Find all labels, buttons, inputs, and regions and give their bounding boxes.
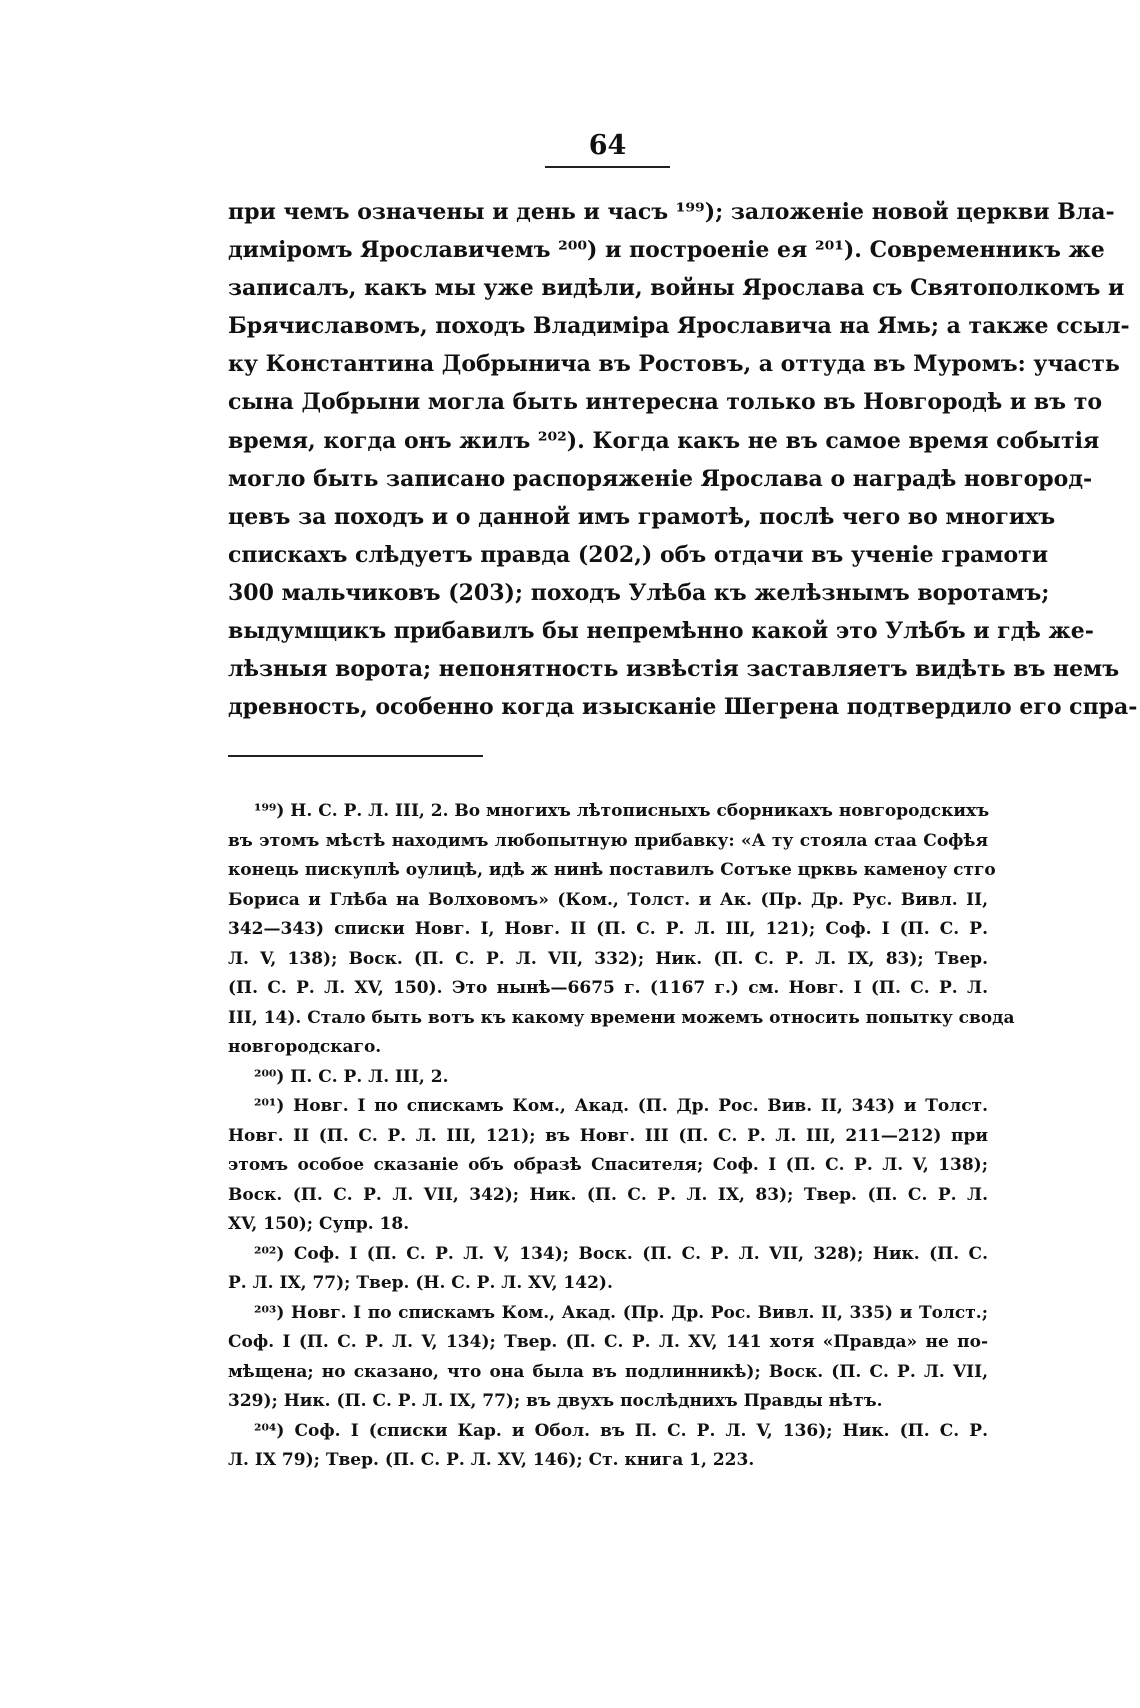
page-number: 64 (588, 130, 627, 161)
footnote-201-line: Новг. II (П. С. Р. Л. III, 121); въ Новг. III (П. С. Р. Л. III, 211—212) при (228, 1125, 988, 1146)
main-text-line: цевъ за походъ и о данной имъ грамотѣ, послѣ чего во многихъ (228, 503, 1056, 530)
footnote-204-line: ²⁰⁴) Соф. I (списки Кар. и Обол. въ П. С. Р. Л. V, 136); Ник. (П. С. Р. (254, 1420, 988, 1441)
main-text-line: могло быть записано распоряженіе Ярослава о наградѣ новгород- (228, 465, 1093, 492)
footnote-203-line: Соф. I (П. С. Р. Л. V, 134); Твер. (П. С. Р. Л. XV, 141 хотя «Правда» не по- (228, 1332, 988, 1352)
footnote-201-line: этомъ особое сказаніе объ образѣ Спасителя; Соф. I (П. С. Р. Л. V, 138); (228, 1155, 988, 1175)
footnote-199-line: Л. V, 138); Воск. (П. С. Р. Л. VII, 332); Ник. (П. С. Р. Л. IX, 83); Твер. (228, 948, 988, 969)
footnote-199-line: ¹⁹⁹) Н. С. Р. Л. III, 2. Во многихъ лѣтописныхъ сборникахъ новгородскихъ (254, 801, 990, 821)
footnote-199-line: Бориса и Глѣба на Волховомъ» (Ком., Толст. и Ак. (Пр. Др. Рус. Вивл. II, (228, 889, 988, 910)
footnote-199-line: III, 14). Стало быть вотъ къ какому времени можемъ относить попытку свода (228, 1007, 1015, 1028)
main-text-line: диміромъ Ярославичемъ ²⁰⁰) и построеніе ея ²⁰¹). Современникъ же (228, 237, 1105, 264)
main-text-line: сына Добрыни могла быть интересна только въ Новгородѣ и въ то (228, 389, 1103, 416)
footnote-199-line: 342—343) списки Новг. I, Новг. II (П. С. Р. Л. III, 121); Соф. I (П. С. Р. (228, 919, 988, 939)
main-text-line: время, когда онъ жилъ ²⁰²). Когда какъ не въ самое время событія (228, 427, 1100, 454)
main-text-line: 300 мальчиковъ (203); походъ Улѣба къ желѣзнымъ воротамъ; (228, 579, 1050, 606)
footnote-199-line: конець пискуплѣ оулицѣ, идѣ ж нинѣ поставилъ Сотъке црквь каменоу стго (228, 860, 996, 880)
main-text-line: Брячиславомъ, походъ Владиміра Ярославича на Ямь; а также ссыл- (228, 313, 1130, 340)
footnote-203-line: ²⁰³) Новг. I по спискамъ Ком., Акад. (Пр. Др. Рос. Вивл. II, 335) и Толст.; (254, 1302, 988, 1323)
main-text-line: записалъ, какъ мы уже видѣли, войны Ярослава съ Святополкомъ и (228, 275, 1125, 302)
footnote-204-line: Л. IX 79); Твер. (П. С. Р. Л. XV, 146); Ст. книга 1, 223. (228, 1450, 755, 1470)
footnote-200-line: ²⁰⁰) П. С. Р. Л. III, 2. (254, 1066, 449, 1087)
footnotes (228, 797, 1015, 1476)
footnote-203-line: мѣщена; но сказано, что она была въ подлинникѣ); Воск. (П. С. Р. Л. VII, (228, 1361, 988, 1382)
footnote-201-line: ²⁰¹) Новг. I по спискамъ Ком., Акад. (П. Др. Рос. Вив. II, 343) и Толст. (254, 1096, 988, 1116)
main-text-line: спискахъ слѣдуетъ правда (202,) объ отдачи въ ученіе грамоти (228, 541, 1049, 568)
footnote-201-line: XV, 150); Супр. 18. (228, 1214, 410, 1234)
footnote-203-line: 329); Ник. (П. С. Р. Л. IX, 77); въ двухъ послѣднихъ Правды нѣтъ. (228, 1391, 883, 1411)
footnote-199-line: въ этомъ мѣстѣ находимъ любопытную прибавку: «А ту стояла стаа Софѣя (228, 830, 988, 851)
footnote-202-line: ²⁰²) Соф. I (П. С. Р. Л. V, 134); Воск. (П. С. Р. Л. VII, 328); Ник. (П. С. (254, 1243, 988, 1264)
main-text (228, 193, 1138, 726)
page-number-rule (545, 166, 670, 168)
footnote-199-line: новгородскаго. (228, 1037, 382, 1057)
footnote-201-line: Воск. (П. С. Р. Л. VII, 342); Ник. (П. С. Р. Л. IX, 83); Твер. (П. С. Р. Л. (228, 1184, 988, 1205)
footnote-separator (228, 755, 483, 757)
footnote-202-line: Р. Л. IX, 77); Твер. (Н. С. Р. Л. XV, 142). (228, 1273, 613, 1293)
main-text-line: лѣзныя ворота; непонятность извѣстія заставляетъ видѣть въ немъ (228, 656, 1120, 683)
main-text-line: выдумщикъ прибавилъ бы непремѣнно какой это Улѣбъ и гдѣ же- (228, 618, 1094, 645)
footnote-199-line: (П. С. Р. Л. XV, 150). Это нынѣ—6675 г. (1167 г.) см. Новг. I (П. С. Р. Л. (228, 978, 988, 998)
main-text-line: ку Константина Добрынича въ Ростовъ, а оттуда въ Муромъ: участь (228, 351, 1120, 378)
main-text-line: древность, особенно когда изысканіе Шегрена подтвердило его спра- (228, 694, 1138, 721)
main-text-line: при чемъ означены и день и часъ ¹⁹⁹); заложеніе новой церкви Вла- (228, 199, 1115, 225)
